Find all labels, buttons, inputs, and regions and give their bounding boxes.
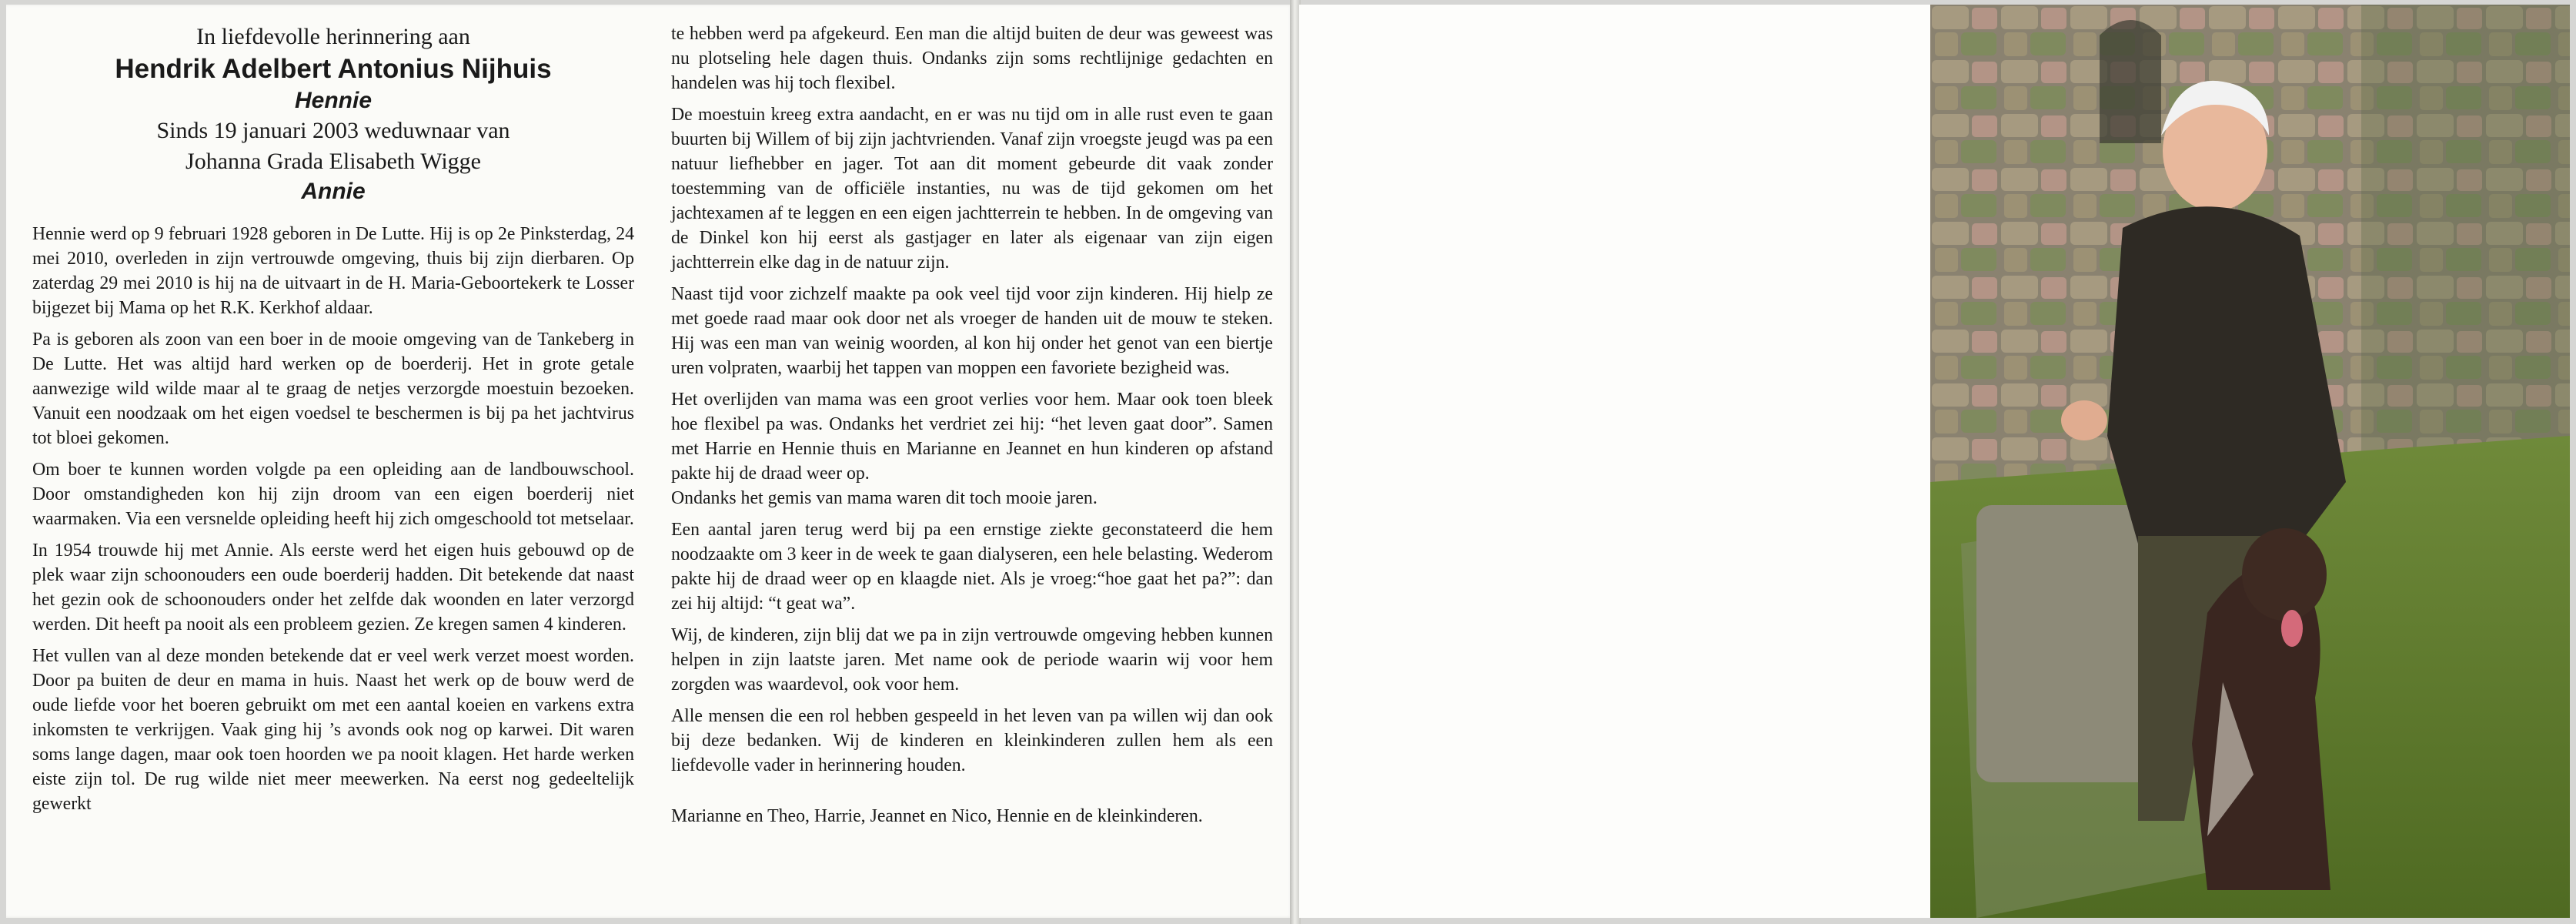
paragraph: De moestuin kreeg extra aandacht, en er was nu tijd om in alle rust even te gaan buurten bij Willem of bij zijn jachtvrienden. Vanaf zijn vroegste jeugd was pa een natuur liefhebber en jager. Tot aan dit moment gebeurde dit vaak zonder toestemming van de officiële instanties, nu was de tijd gekomen om het jachtexamen af te leggen en een eigen jachtterrein te hebben. In de omgeving van de Dinkel kon hij eerst als gastjager en later als eigenaar van zijn eigen jachtterrein elke dag in de natuur zijn. — [671, 105, 1273, 273]
paragraph: Hennie werd op 9 februari 1928 geboren in De Lutte. Hij is op 2e Pinksterdag, 24 mei 2010, overleden in zijn vertrouwde omgeving, thuis bij zijn dierbaren. Op zaterdag 29 mei 2010 is hij na de uitvaart in de H. Maria-Geboortekerk te Losser bijgezet bij Mama op het R.K. Kerkhof aldaar. — [32, 224, 634, 318]
portrait-image — [1930, 5, 2570, 918]
right-text-column — [671, 22, 1273, 835]
paragraph: Naast tijd voor zichzelf maakte pa ook veel tijd voor zijn kinderen. Hij hielp ze met goede raad maar ook door net als vroeger de handen uit de mouw te steken. Hij was een man van weinig woorden, al kon hij onder het genot van een biertje uren volpraten, waarbij het tappen van moppen een favoriete bezigheid was. — [671, 284, 1273, 378]
dog-body — [2192, 565, 2330, 890]
family-signature: Marianne en Theo, Harrie, Jeannet en Nico, Hennie en de kleinkinderen. — [671, 806, 1203, 826]
spouse-name: Johanna Grada Elisabeth Wigge — [185, 149, 481, 174]
paragraph: Alle mensen die een rol hebben gespeeld in het leven van pa willen wij dan ook bij deze bedanken. Wij de kinderen en kleinkinderen zullen hem als een liefdevolle vader in herinnering houden. — [671, 706, 1273, 775]
portrait-photo — [1930, 5, 2570, 918]
spouse-nickname: Annie — [301, 179, 366, 204]
paragraph: te hebben werd pa afgekeurd. Een man die altijd buiten de deur was geweest was nu plotseling hele dagen thuis. Ondanks zijn soms rechtlijnige gedachten en handelen was hij toch flexibel. — [671, 24, 1273, 93]
paragraph: Wij, de kinderen, zijn blij dat we pa in zijn vertrouwde omgeving hebben kunnen helpen in zijn laatste jaren. Met name ook de periode waarin wij voor hem zorgden was waardevol, ook voor hem. — [671, 625, 1273, 695]
dog-head — [2242, 528, 2327, 621]
left-page — [6, 5, 1293, 918]
paragraph: Een aantal jaren terug werd bij pa een ernstige ziekte geconstateerd die hem noodzaakte om 3 keer in de week te gaan dialyseren, een hele belasting. Wederom pakte hij de draad weer op en klaagde niet. Als je vroeg:“hoe gaat het pa?”: dan zei hij altijd: “t geat wa”. — [671, 520, 1273, 614]
deceased-name: Hendrik Adelbert Antonius Nijhuis — [115, 54, 552, 84]
paragraph: Om boer te kunnen worden volgde pa een opleiding aan de landbouwschool. Door omstandigheden kon hij zijn droom van een eigen boerderij niet waarmaken. Via een versnelde opleiding heeft hij zich omgeschoold tot metselaar. — [32, 460, 634, 529]
header-intro: In liefdevolle herinnering aan — [196, 24, 470, 49]
paragraph: Het vullen van al deze monden betekende dat er veel werk verzet moest worden. Door pa buiten de deur en mama in huis. Naast het werk op de bouw werd de oude liefde voor het boeren gebruikt om met een aantal koeien en varkens extra inkomsten te verkrijgen. Vaak ging hij ’s avonds ook nog op karwei. Dit waren soms lange dagen, maar ook toen hoorden we pa nooit klagen. Het harde werken eiste zijn tol. De rug wilde niet meer meewerken. Na eerst nog gedeeltelijk gewerkt — [32, 646, 634, 814]
paragraph: Het overlijden van mama was een groot verlies voor hem. Maar ook toen bleek hoe flexibel pa was. Ondanks het verdriet zei hij: “het leven gaat door”. Samen met Harrie en Hennie thuis en Marianne en Jeannet en hun kinderen op afstand pakte hij de draad weer op. Ondanks het gemis van mama waren dit toch mooie jaren. — [671, 390, 1273, 508]
paragraph: In 1954 trouwde hij met Annie. Als eerste werd het eigen huis gebouwd op de plek waar zijn schoonouders een oude boerderij hadden. Dit betekende dat naast het gezin ook de schoonouders onder het zelfde dak woonden en later verzorgd werden. Dit heeft pa nooit als een probleem gezien. Ze kregen samen 4 kinderen. — [32, 541, 634, 634]
stone-pillar — [1976, 505, 2161, 782]
left-text-column — [32, 22, 634, 823]
man-hand — [2061, 400, 2107, 440]
wall-window — [2100, 20, 2161, 143]
widower-line: Sinds 19 januari 2003 weduwnaar van — [156, 118, 510, 143]
memorial-header — [32, 22, 634, 206]
dog-tongue — [2281, 610, 2303, 647]
deceased-nickname: Hennie — [294, 88, 373, 113]
paragraph: Pa is geboren als zoon van een boer in de mooie omgeving van de Tankeberg in De Lutte. Het was altijd hard werken op de boerderij. Het in grote getale aanwezige wild wilde maar al te graag de netjes verzorgde moestuin bezoeken. Vanuit een noodzaak om het eigen voedsel te beschermen is bij pa het jachtvirus tot bloei gekomen. — [32, 330, 634, 448]
